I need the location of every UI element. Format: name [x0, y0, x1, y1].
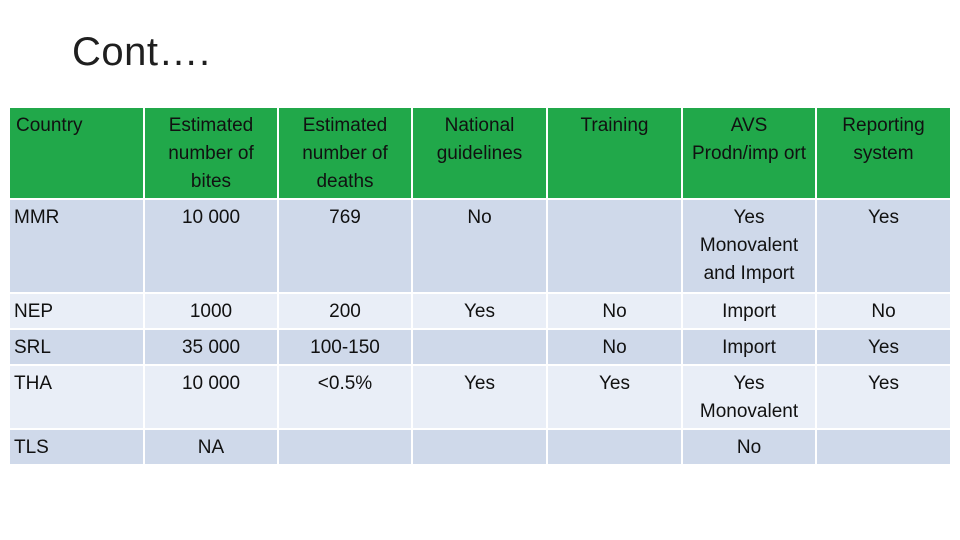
- deaths-cell: [279, 430, 411, 464]
- bites-cell: 35 000: [145, 330, 277, 364]
- deaths-cell: 100-150: [279, 330, 411, 364]
- guidelines-cell: [413, 330, 546, 364]
- header-country: Country: [10, 108, 143, 198]
- avs-cell: Yes Monovalent and Import: [683, 200, 815, 292]
- country-cell: SRL: [10, 330, 143, 364]
- training-cell: No: [548, 294, 681, 328]
- country-cell: MMR: [10, 200, 143, 292]
- header-reporting: Reporting system: [817, 108, 950, 198]
- training-cell: [548, 430, 681, 464]
- data-table: [8, 106, 952, 466]
- avs-cell: Yes Monovalent: [683, 366, 815, 428]
- header-deaths: Estimated number of deaths: [279, 108, 411, 198]
- table-header-row: [10, 108, 950, 198]
- table-row: [10, 200, 950, 292]
- guidelines-cell: No: [413, 200, 546, 292]
- table-row: [10, 430, 950, 464]
- reporting-cell: No: [817, 294, 950, 328]
- reporting-cell: [817, 430, 950, 464]
- bites-cell: 10 000: [145, 366, 277, 428]
- header-guidelines: National guidelines: [413, 108, 546, 198]
- guidelines-cell: Yes: [413, 294, 546, 328]
- table-row: [10, 366, 950, 428]
- reporting-cell: Yes: [817, 330, 950, 364]
- header-bites: Estimated number of bites: [145, 108, 277, 198]
- header-avs: AVS Prodn/imp ort: [683, 108, 815, 198]
- table-row: [10, 330, 950, 364]
- guidelines-cell: Yes: [413, 366, 546, 428]
- guidelines-cell: [413, 430, 546, 464]
- slide-title: Cont….: [72, 30, 211, 74]
- country-cell: NEP: [10, 294, 143, 328]
- training-cell: No: [548, 330, 681, 364]
- avs-cell: Import: [683, 330, 815, 364]
- training-cell: Yes: [548, 366, 681, 428]
- country-cell: THA: [10, 366, 143, 428]
- table-row: [10, 294, 950, 328]
- country-cell: TLS: [10, 430, 143, 464]
- deaths-cell: <0.5%: [279, 366, 411, 428]
- header-training: Training: [548, 108, 681, 198]
- training-cell: [548, 200, 681, 292]
- bites-cell: 10 000: [145, 200, 277, 292]
- bites-cell: NA: [145, 430, 277, 464]
- reporting-cell: Yes: [817, 200, 950, 292]
- deaths-cell: 769: [279, 200, 411, 292]
- avs-cell: Import: [683, 294, 815, 328]
- deaths-cell: 200: [279, 294, 411, 328]
- reporting-cell: Yes: [817, 366, 950, 428]
- bites-cell: 1000: [145, 294, 277, 328]
- avs-cell: No: [683, 430, 815, 464]
